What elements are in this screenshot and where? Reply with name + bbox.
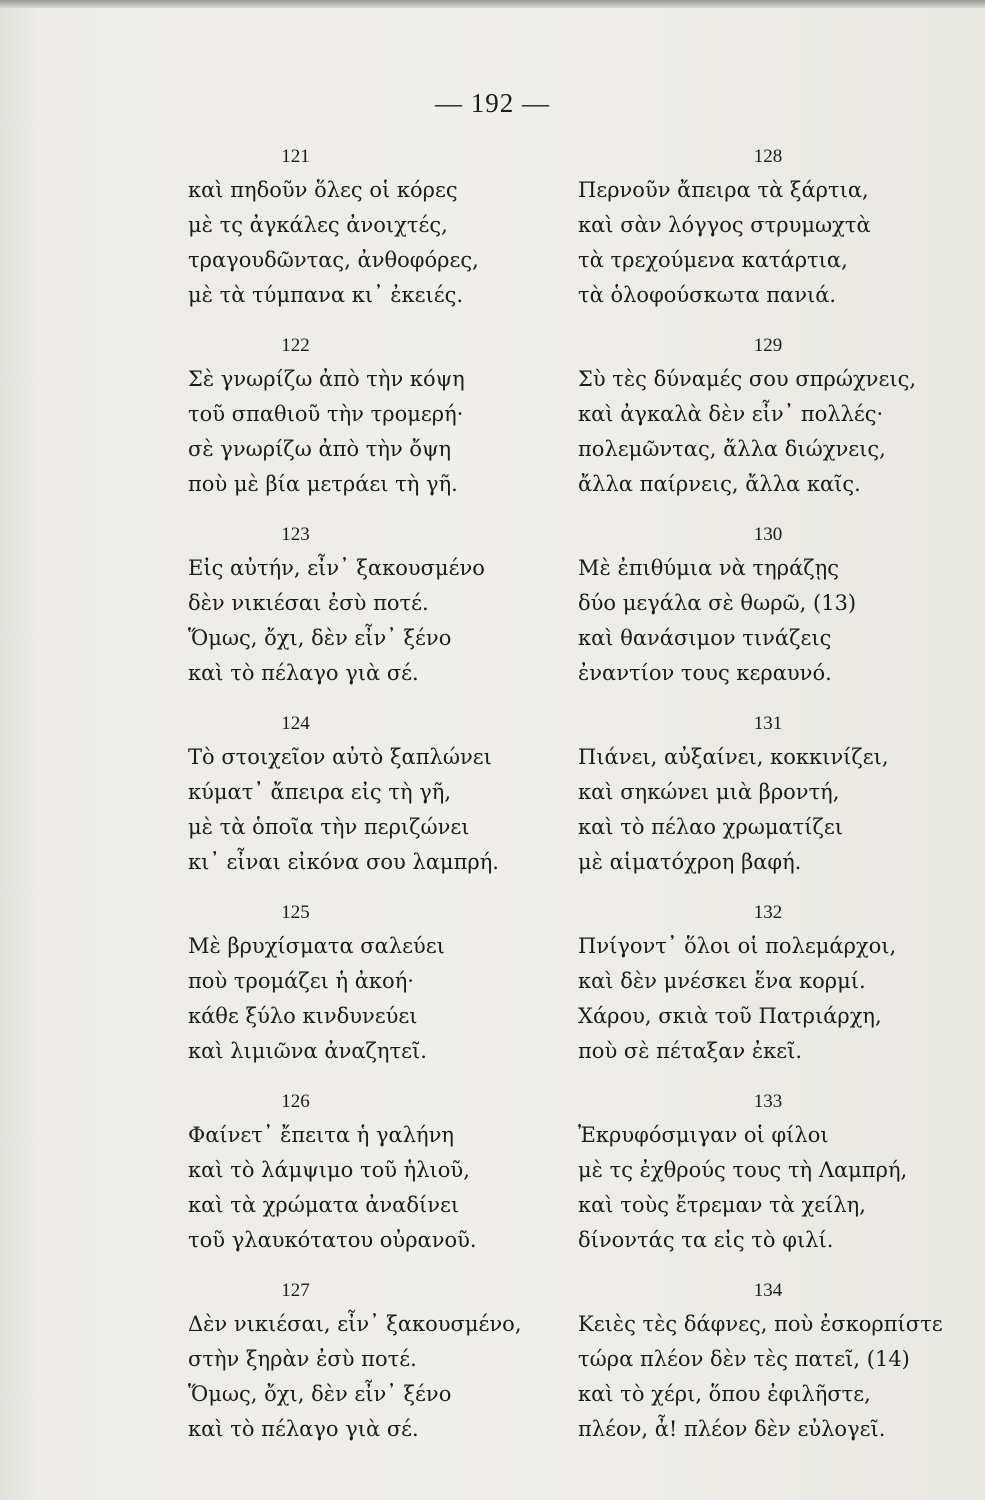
verse-line: Δὲν νικιέσαι, εἶν᾽ ξακουσμένο, (188, 1312, 522, 1336)
verse-line: Μὲ ἐπιθύμια νὰ τηράζῃς (578, 556, 839, 580)
stanza-lines (578, 1118, 907, 1258)
verse-line: Σὲ γνωρίζω ἀπὸ τὴν κόψη (188, 367, 465, 391)
stanza-number: 122 (281, 335, 310, 356)
verse-line: Εἰς αὐτήν, εἶν᾽ ξακουσμένο (188, 556, 485, 580)
stanza-number: 130 (753, 524, 783, 545)
verse-line: Τὸ στοιχεῖον αὐτὸ ξαπλώνει (188, 745, 492, 769)
left-column (178, 146, 578, 1469)
verse-line: τώρα πλέον δὲν τὲς πατεῖ, (14) (578, 1347, 910, 1371)
verse-line: Ὅμως, ὄχι, δὲν εἶν᾽ ξένο (188, 626, 452, 650)
verse-line: ποὺ σὲ πέταξαν ἐκεῖ. (578, 1039, 803, 1063)
stanza-number: 133 (753, 1091, 783, 1112)
stanza-lines (578, 173, 871, 313)
stanza (568, 524, 968, 713)
verse-line: Πνίγοντ᾽ ὅλοι οἱ πολεμάρχοι, (578, 934, 897, 958)
stanza (568, 335, 968, 524)
verse-line: μὲ τὰ τύμπανα κι᾽ ἐκειές. (188, 283, 464, 307)
verse-line: πολεμῶντας, ἄλλα διώχνεις, (578, 437, 886, 461)
stanza-number: 125 (281, 902, 310, 923)
verse-line: καὶ θανάσιμον τινάζεις (578, 626, 832, 650)
verse-line: μὲ τς ἀγκάλες ἀνοιχτές, (188, 213, 448, 237)
stanza-number: 132 (753, 902, 783, 923)
verse-line: καὶ τοὺς ἔτρεμαν τὰ χείλη, (578, 1193, 866, 1217)
page-top-edge (0, 0, 985, 8)
verse-line: σὲ γνωρίζω ἀπὸ τὴν ὄψη (188, 437, 452, 461)
verse-line: τοῦ σπαθιοῦ τὴν τρομερή· (188, 402, 464, 426)
stanza-number: 123 (281, 524, 310, 545)
stanza (568, 1091, 968, 1280)
verse-line: καὶ ἀγκαλὰ δὲν εἶν᾽ πολλές· (578, 402, 884, 426)
stanza (178, 1280, 578, 1469)
verse-line: καὶ σὰν λόγγος στρυμωχτὰ (578, 213, 871, 237)
stanza-lines (578, 1307, 943, 1447)
verse-line: μὲ τς ἐχθρούς τους τὴ Λαμπρή, (578, 1158, 908, 1182)
verse-line: τὰ ὁλοφούσκωτα πανιά. (578, 283, 837, 307)
verse-line: Κειὲς τὲς δάφνες, ποὺ ἐσκορπίστε (578, 1312, 943, 1336)
verse-line: ἄλλα παίρνεις, ἄλλα καῖς. (578, 472, 861, 496)
verse-line: καὶ λιμιῶνα ἀναζητεῖ. (188, 1039, 427, 1063)
verse-line: καὶ τὸ πέλαο χρωματίζει (578, 815, 844, 839)
verse-line: καὶ πηδοῦν ὅλες οἱ κόρες (188, 178, 458, 202)
stanza (568, 902, 968, 1091)
verse-line: δὲν νικιέσαι ἐσὺ ποτέ. (188, 591, 429, 615)
verse-line: καὶ τὸ λάμψιμο τοῦ ἡλιοῦ, (188, 1158, 470, 1182)
verse-line: καὶ σηκώνει μιὰ βροντή, (578, 780, 840, 804)
verse-line: τοῦ γλαυκότατου οὐρανοῦ. (188, 1228, 477, 1252)
verse-line: Χάρου, σκιὰ τοῦ Πατριάρχη, (578, 1004, 882, 1028)
verse-line: τραγουδῶντας, ἀνθοφόρες, (188, 248, 479, 272)
stanza (178, 902, 578, 1091)
verse-line: τὰ τρεχούμενα κατάρτια, (578, 248, 848, 272)
verse-line: κάθε ξύλο κινδυνεύει (188, 1004, 418, 1028)
verse-line: καὶ τὰ χρώματα ἀναδίνει (188, 1193, 460, 1217)
stanza-number: 126 (281, 1091, 310, 1112)
stanza (178, 713, 578, 902)
stanza-lines (578, 551, 856, 691)
verse-line: Φαίνετ᾽ ἔπειτα ἡ γαλήνη (188, 1123, 454, 1147)
stanza-lines (188, 1307, 522, 1447)
stanza (568, 1280, 968, 1469)
stanza-lines (188, 362, 465, 502)
verse-line: καὶ τὸ πέλαγο γιὰ σέ. (188, 661, 419, 685)
verse-line: ποὺ μὲ βία μετράει τὴ γῆ. (188, 472, 458, 496)
stanza-lines (188, 929, 445, 1069)
stanza (178, 335, 578, 524)
verse-line: Σὺ τὲς δύναμές σου σπρώχνεις, (578, 367, 916, 391)
stanza-lines (188, 1118, 477, 1258)
verse-line: στὴν ξηρὰν ἐσὺ ποτέ. (188, 1347, 417, 1371)
verse-line: Ἐκρυφόσμιγαν οἱ φίλοι (578, 1123, 829, 1147)
page-number: — 192 — (435, 88, 550, 118)
stanza-lines (578, 929, 896, 1069)
verse-line: καὶ δὲν μνέσκει ἕνα κορμί. (578, 969, 866, 993)
stanza-number: 127 (281, 1280, 310, 1301)
stanza (568, 146, 968, 335)
verse-line: μὲ τὰ ὁποῖα τὴν περιζώνει (188, 815, 470, 839)
verse-line: πλέον, ἆ! πλέον δὲν εὐλογεῖ. (578, 1417, 886, 1441)
verse-line: Πιάνει, αὐξαίνει, κοκκινίζει, (578, 745, 889, 769)
stanza-number: 129 (753, 335, 783, 356)
verse-line: Περνοῦν ἄπειρα τὰ ξάρτια, (578, 178, 869, 202)
verse-line: μὲ αἱματόχροη βαφή. (578, 850, 802, 874)
stanza-number: 131 (753, 713, 783, 734)
stanza-number: 128 (753, 146, 783, 167)
stanza (178, 146, 578, 335)
stanza-lines (188, 740, 499, 880)
verse-line: καὶ τὸ πέλαγο γιὰ σέ. (188, 1417, 419, 1441)
verse-line: ποὺ τρομάζει ἡ ἀκοή· (188, 969, 414, 993)
right-column (568, 146, 968, 1469)
stanza (178, 1091, 578, 1280)
verse-line: Μὲ βρυχίσματα σαλεύει (188, 934, 445, 958)
stanza (178, 524, 578, 713)
verse-line: κι᾽ εἶναι εἰκόνα σου λαμπρή. (188, 850, 499, 874)
verse-line: καὶ τὸ χέρι, ὅπου ἐφιλῆστε, (578, 1382, 871, 1406)
stanza-number: 124 (281, 713, 310, 734)
verse-line: ἐναντίον τους κεραυνό. (578, 661, 832, 685)
stanza-lines (578, 362, 916, 502)
verse-line: Ὅμως, ὄχι, δὲν εἶν᾽ ξένο (188, 1382, 452, 1406)
stanza-lines (578, 740, 889, 880)
verse-line: κύματ᾽ ἄπειρα εἰς τὴ γῆ, (188, 780, 452, 804)
stanza-lines (188, 551, 485, 691)
stanza-number: 121 (281, 146, 310, 167)
stanza-number: 134 (753, 1280, 783, 1301)
stanza-lines (188, 173, 479, 313)
verse-line: δίνοντάς τα εἰς τὸ φιλί. (578, 1228, 834, 1252)
verse-line: δύο μεγάλα σὲ θωρῶ, (13) (578, 591, 857, 615)
stanza (568, 713, 968, 902)
